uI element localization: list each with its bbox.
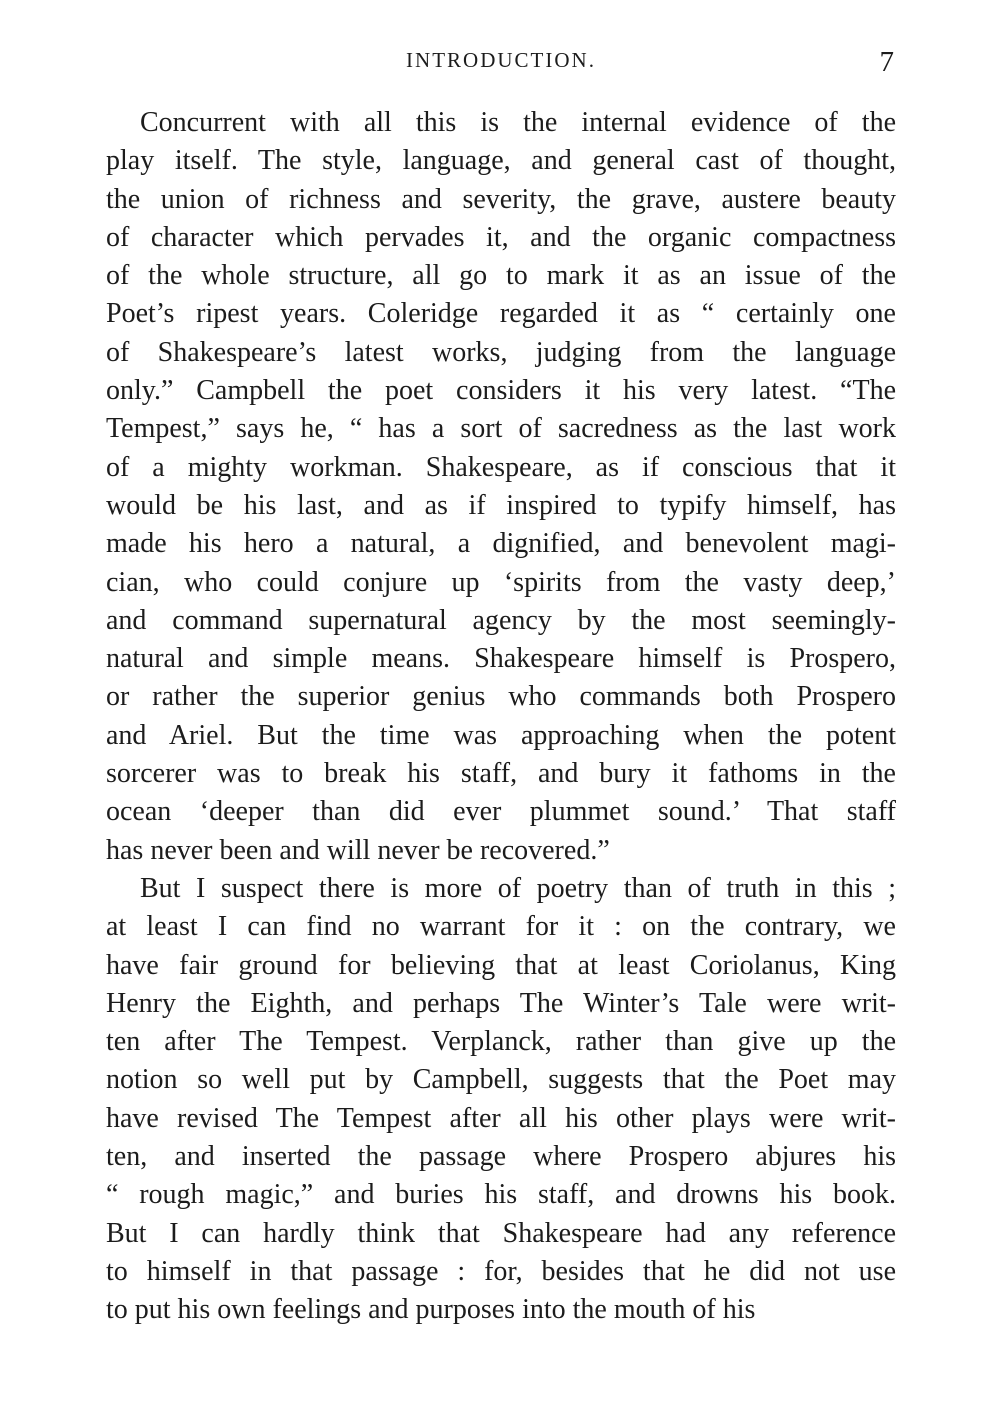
text-line: to himself in that passage : for, besides that he did not use (106, 1255, 896, 1287)
text-line: Tempest,” says he, “ has a sort of sacredness as the last work (106, 413, 896, 445)
text-line: ten after The Tempest. Verplanck, rather than give up the (106, 1026, 896, 1058)
text-line: But I can hardly think that Shakespeare had any reference (106, 1217, 896, 1249)
text-line: cian, who could conjure up ‘spirits from the vasty deep,’ (106, 566, 896, 598)
text-line: notion so well put by Campbell, suggests that the Poet may (106, 1064, 896, 1096)
text-line: have fair ground for believing that at least Coriolanus, King (106, 949, 896, 981)
text-line: of a mighty workman. Shakespeare, as if conscious that it (106, 451, 896, 483)
text-line: Poet’s ripest years. Coleridge regarded it as “ certainly one (106, 298, 896, 330)
text-line: play itself. The style, language, and general cast of thought, (106, 145, 896, 177)
body-text (106, 104, 896, 1330)
text-line: natural and simple means. Shakespeare himself is Prospero, (106, 643, 896, 675)
text-line: Concurrent with all this is the internal evidence of the (140, 107, 896, 138)
text-line: only.” Campbell the poet considers it his very latest. “The (106, 375, 896, 407)
running-head: INTRODUCTION. (406, 48, 596, 72)
text-line: have revised The Tempest after all his other plays were writ- (106, 1102, 896, 1134)
page-number: 7 (879, 46, 894, 78)
paragraph-1 (106, 104, 896, 870)
page-header (106, 44, 896, 84)
text-line: “ rough magic,” and buries his staff, and drowns his book. (106, 1179, 896, 1211)
text-line: Henry the Eighth, and perhaps The Winter’s Tale were writ- (106, 987, 896, 1019)
text-line: of Shakespeare’s latest works, judging from the language (106, 336, 896, 368)
paragraph-2 (106, 870, 896, 1330)
text-line: would be his last, and as if inspired to typify himself, has (106, 489, 896, 521)
text-line: has never been and will never be recovered.” (106, 834, 610, 866)
text-line: the union of richness and severity, the grave, austere beauty (106, 183, 896, 215)
text-line: of the whole structure, all go to mark it as an issue of the (106, 260, 896, 292)
text-line: or rather the superior genius who commands both Prospero (106, 681, 896, 713)
text-line: and Ariel. But the time was approaching when the potent (106, 719, 896, 751)
text-line: ten, and inserted the passage where Prospero abjures his (106, 1141, 896, 1173)
text-line: sorcerer was to break his staff, and bury it fathoms in the (106, 758, 896, 790)
text-line: ocean ‘deeper than did ever plummet sound.’ That staff (106, 796, 896, 828)
text-line: But I suspect there is more of poetry than of truth in this ; (140, 872, 896, 904)
text-line: made his hero a natural, a dignified, and benevolent magi- (106, 528, 896, 560)
text-line: and command supernatural agency by the most seemingly- (106, 604, 896, 636)
text-line: to put his own feelings and purposes into the mouth of his (106, 1294, 756, 1326)
text-line: of character which pervades it, and the organic compactness (106, 221, 896, 253)
text-line: at least I can find no warrant for it : on the contrary, we (106, 911, 896, 943)
